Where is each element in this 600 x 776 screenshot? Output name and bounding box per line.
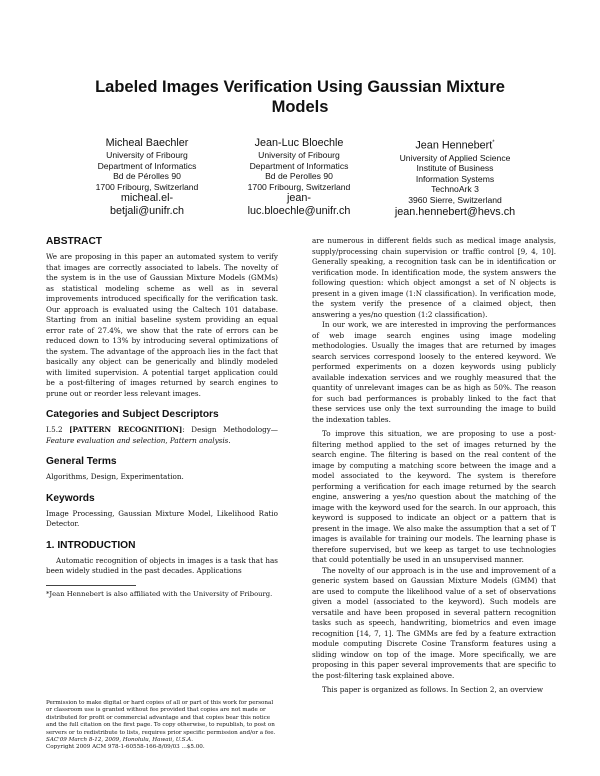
abstract-text: We are proposing in this paper an automated system to verify that images are correctly associated to labels. The novelty of the system is in the use of Gaussian Mixture Models (GMMs) as statistical modeling scheme as well as in several improvements introduced specifically for the verification task. Our approach is evaluated using the Caltech 101 database. Starting from an initial baseline system providing an equal error rate of 27.4%, we show that the rate of errors can be reduced down to 13% by introducing several optimizations of the system. The advantage of the approach lies in the fact that basically any object can be generically and blindly modeled with limited supervision. A potential target application could be a post-filtering of images returned by search engines to prune out or reorder less relevant images. (46, 252, 278, 398)
intro-paragraph-4: The novelty of our approach is in the use and improvement of a generic system based on Gaussian Mixture Models (GMM) that are used to compute the likelihood value of a set of observations given a model (associated to the keyword). Such models are versatile and have been proposed in several pattern recognition tasks such as speech, handwriting, biometrics and even image recognition [14, 7, 1]. The GMMs are fed by a feature extraction module computing Discrete Cosine Transform features using a sliding window on top of the image. More specifically, we are proposing in this paper several improvements that are specific to the post-filtering task explained above. (312, 565, 556, 680)
keywords-heading: Keywords (46, 492, 95, 504)
title-line-1: Labeled Images Verification Using Gaussian Mixture (95, 78, 505, 96)
author-email-line: betjali@unifr.ch (110, 204, 184, 217)
categories-heading: Categories and Subject Descriptors (46, 409, 219, 420)
author-name: Jean-Luc Bloechle (254, 137, 344, 149)
left-column (46, 236, 278, 599)
footnote-rule (46, 585, 136, 586)
author-name: Jean Hennebert* (415, 139, 495, 152)
title-line-2: Models (271, 98, 329, 116)
author-affiliation-line: Department of Informatics (249, 160, 349, 171)
right-column (312, 236, 556, 696)
author-affiliation-line: University of Fribourg (106, 150, 188, 160)
intro-paragraph-1-end: are numerous in different fields such as medical image analysis, supply/processing chain supervision or traffic control [9, 4, 10]. Generally speaking, a recognition task can be in identification or verification mode. In identification mode, the system answers the following question: which object amongst a set of N objects is present in a given image (1:N classification). In verification mode, the system verify the presence of a claimed object, then answering a yes/no question (1:2 classification). (312, 236, 556, 319)
author-affiliation-line: Department of Informatics (97, 160, 197, 171)
general-terms-heading: General Terms (46, 456, 117, 467)
author-email-line: luc.bloechle@unifr.ch (247, 204, 351, 217)
author-affiliation-line: Information Systems (415, 173, 495, 184)
permission-text: Permission to make digital or hard copies of all or part of this work for personal or classroom use is granted without fee provided that copies are not made or distributed for profit or commercial advantage and that copies bear this notice and the full citation on the first page. To copy otherwise, to republish, to post on servers or to redistribute to lists, requires prior specific permission and/or a fee. (46, 700, 276, 736)
categories-text: I.5.2 [PATTERN RECOGNITION]: Design Methodology—Feature evaluation and selection, Pattern analysis. (46, 425, 278, 445)
author-affiliation-line: University of Fribourg (258, 150, 340, 160)
intro-paragraph-2: In our work, we are interested in improving the performances of web image search engines using image modeling methodologies. Usually the images that are returned by images search services correspond loosely to the entered keyword. We performed experiments on a dozen keywords using publicly available indexation services and we roughly measured that the quantity of unrelevant images can be as high as 50%. The reason for such bad performances is probably linked to the fact that these services use only the text surrounding the image to build the indexation tables. (312, 320, 556, 424)
abstract-heading: ABSTRACT (46, 236, 103, 247)
intro-paragraph-3: To improve this situation, we are proposing to use a post-filtering method applied to the set of images returned by the search engine. The filtering is based on the real content of the image by computing a matching score between the image and a model associated to the keyword. The system is therefore performing a verification for each image returned by the search engine, answering a yes/no question about the matching of the image with the keyword used for the search. In our approach, this keyword is supposed to indicate an object or a pattern that is present in the image. We also make the assumption that a set of T images is available for training our models. The learning phase is therefore supervised, but we keep as target to use technologies that could potentially be used in an unsupervised manner. (312, 429, 556, 564)
author-email-line: jean- (286, 192, 311, 205)
author-block-2 (224, 137, 374, 218)
author-block-1 (72, 137, 222, 218)
venue-line: SAC'09 March 8-12, 2009, Honolulu, Hawaii, U.S.A. (46, 737, 193, 744)
introduction-heading: 1. INTRODUCTION (46, 539, 136, 551)
author-affiliation-line: Bd de Perolles 90 (265, 171, 333, 182)
author-email-line: micheal.el- (120, 192, 174, 205)
permission-block (46, 700, 278, 752)
author-affiliation-line: 3960 Sierre, Switzerland (408, 194, 502, 205)
author-footnote: *Jean Hennebert is also affiliated with the University of Fribourg. (46, 589, 273, 598)
author-affiliation-line: Bd de Pérolles 90 (113, 171, 181, 182)
author-affiliation-line: TechnoArk 3 (431, 184, 479, 195)
author-affiliation-line: 1700 Fribourg, Switzerland (95, 181, 199, 192)
copyright-line: Copyright 2009 ACM 978-1-60558-166-8/09/03 ...$5.00. (46, 744, 205, 751)
general-terms-text: Algorithms, Design, Experimentation. (46, 472, 184, 481)
author-affiliation-line: 1700 Fribourg, Switzerland (247, 181, 351, 192)
author-footnote-mark: * (492, 140, 495, 146)
author-email-line: jean.hennebert@hevs.ch (394, 205, 516, 218)
author-affiliation-line: Institute of Business (416, 163, 494, 174)
keywords-text: Image Processing, Gaussian Mixture Model, Likelihood Ratio Detector. (46, 508, 278, 528)
author-name: Micheal Baechler (105, 137, 189, 149)
intro-paragraph-1-start: Automatic recognition of objects in images is a task that has been widely studied in the past decades. Applications (46, 555, 278, 575)
author-affiliation-line: University of Applied Science (399, 152, 511, 163)
intro-paragraph-5: This paper is organized as follows. In Section 2, an overview (322, 685, 544, 694)
paper-title (60, 77, 540, 117)
author-block-3 (374, 137, 536, 218)
